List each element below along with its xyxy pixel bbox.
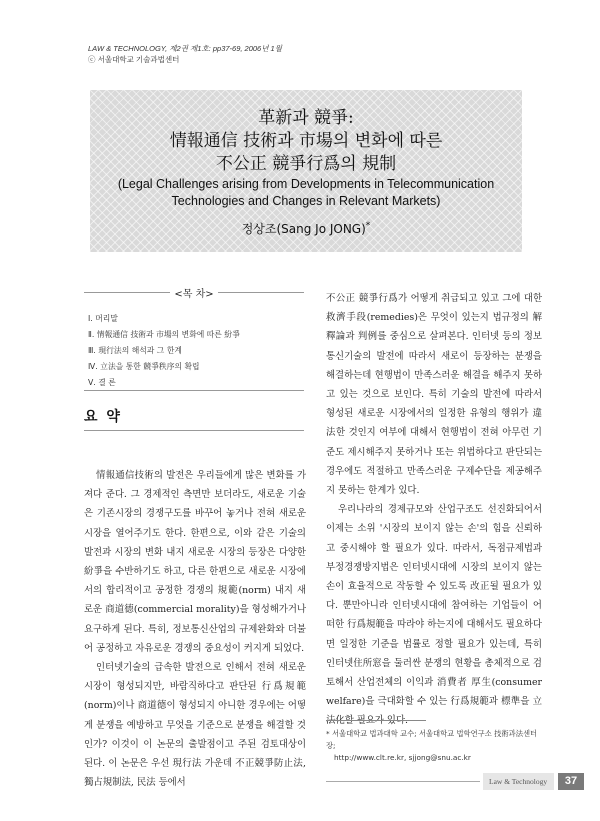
abstract-paragraph: 인터넷기술의 급속한 발전으로 인해서 전혀 새로운 시장이 형성되지만, 바람직하다고 판단된 行爲規範(norm)이나 商道德이 형성되지 아니한 경우에는 어떻게 분쟁을 예방하고 무엇을 기준으로 분쟁을 해결할 것인가? 이것이 이 논문의 출발점이고 주된 검토대상이 된다. 이 논문은 우선 現行法 가운데 不正競爭防止法, 獨占規制法, 民法 등에서 (84, 662, 306, 789)
footnote-divider (326, 720, 426, 721)
toc-item: Ⅴ. 결 론 (88, 378, 116, 387)
title-korean-line-3: 不公正 競爭行爲의 規制 (215, 154, 397, 174)
title-english-line-1: (Legal Challenges arising from Developments in Telecommunication (117, 177, 495, 191)
toc-item: Ⅰ. 머리말 (88, 314, 118, 323)
copyright-line: ⓒ 서울대학교 기술과법센터 (88, 55, 180, 64)
author-name: 정상조(Sang Jo JONG) (241, 222, 366, 236)
toc-item: Ⅳ. 立法을 통한 競爭秩序의 확립 (88, 362, 200, 371)
footnote (326, 728, 542, 764)
footer-journal-label: Law & Technology (489, 777, 548, 786)
table-of-contents (84, 289, 304, 391)
abstract-left-column (84, 466, 306, 792)
abstract-heading: 요 약 (84, 409, 122, 425)
toc-heading: <목 차> (170, 289, 217, 300)
journal-citation: LAW & TECHNOLOGY, 제2권 제1호: pp37-69, 2006년 1월 (88, 44, 282, 53)
footnote-contact: http://www.clt.re.kr, sjjong@snu.ac.kr (334, 753, 471, 762)
title-korean-line-1: 革新과 競爭: (258, 108, 354, 128)
abstract-paragraph: 우리나라의 경제규모와 산업구조도 선진화되어서 이제는 소위 '시장의 보이지 않는 손'의 힘을 신뢰하고 중시해야 할 필요가 있다. 따라서, 독점규제법과 부정경쟁방지법은 인터넷시대에 시장의 보이지 않는 손이 효율적으로 작동할 수 있도록 改正될 필요가 있다. 뿐만아니라 인터넷시대에 참여하는 기업들이 어떠한 行爲規範을 따라야 하는지에 대해서도 필요하다면 일정한 기준을 법률로 정할 필요가 있는데, 특히 인터넷住所窓을 둘러싼 분쟁의 현황을 총체적으로 검토해서 산업전체의 이익과 消費者 厚生(consumer welfare)을 극대화할 수 있는 行爲規範과 標準을 立法化할 필요가 있다. (326, 504, 542, 727)
abstract-right-column (326, 289, 542, 731)
footer-rule (326, 781, 480, 782)
title-english-line-2: Technologies and Changes in Relevant Markets) (171, 194, 441, 208)
author-line (90, 220, 522, 237)
toc-divider (84, 390, 304, 391)
abstract-paragraph: 不公正 競爭行爲가 어떻게 취급되고 있고 그에 대한 救濟手段(remedies)은 무엇이 있는지 법규정의 解釋論과 判例를 중심으로 살펴본다. 인터넷 등의 정보통신기술의 발전에 따라서 새로이 등장하는 분쟁을 해결하는데 현행법이 만족스러운 해결을 해주지 못하고 있는 것으로 보인다. 특히 기술의 발전에 따라서 형성된 새로운 시장에서의 일정한 유형의 행위가 違法한 것인지 여부에 대해서 현행법이 전혀 아무런 기준도 제시해주지 못하거나 또는 위법하다고 판단되는 경우에도 적절하고 만족스러운 구제수단을 제공해주지 못하는 한계가 있다. (326, 293, 542, 497)
footnote-mark: * (326, 729, 330, 738)
toc-item: Ⅲ. 現行法의 해석과 그 한계 (88, 346, 182, 355)
abstract-paragraph: 情報通信技術의 발전은 우리들에게 많은 변화를 가져다 준다. 그 경제적인 측면만 보더라도, 새로운 기술은 기존시장의 경쟁구도를 바꾸어 놓거나 전혀 새로운 시장을 열어주기도 한다. 한편으로, 이와 같은 기술의 발전과 시장의 변화 내지 새로운 시장의 등장은 다양한 紛爭을 수반하기도 하고, 다른 한편으로 새로운 시장에서의 합리적이고 공정한 경쟁의 規範(norm) 내지 새로운 商道德(commercial morality)을 형성해가거나 요구하게 된다. 특히, 정보통신산업의 규제완화와 더불어 공정하고 자유로운 경쟁의 중요성이 커지게 되었다. (84, 470, 306, 654)
author-footnote-mark: * (365, 221, 371, 231)
toc-list (88, 311, 240, 391)
page-number: 37 (558, 773, 584, 790)
abstract-divider (84, 430, 304, 431)
journal-header (88, 43, 282, 65)
toc-item: Ⅱ. 情報通信 技術과 市場의 변화에 따른 紛爭 (88, 330, 240, 339)
footnote-affiliation: 서울대학교 법과대학 교수; 서울대학교 법학연구소 技術과法센터장; (326, 729, 538, 750)
title-korean-line-2: 情報通信 技術과 市場의 변화에 따른 (169, 131, 443, 151)
